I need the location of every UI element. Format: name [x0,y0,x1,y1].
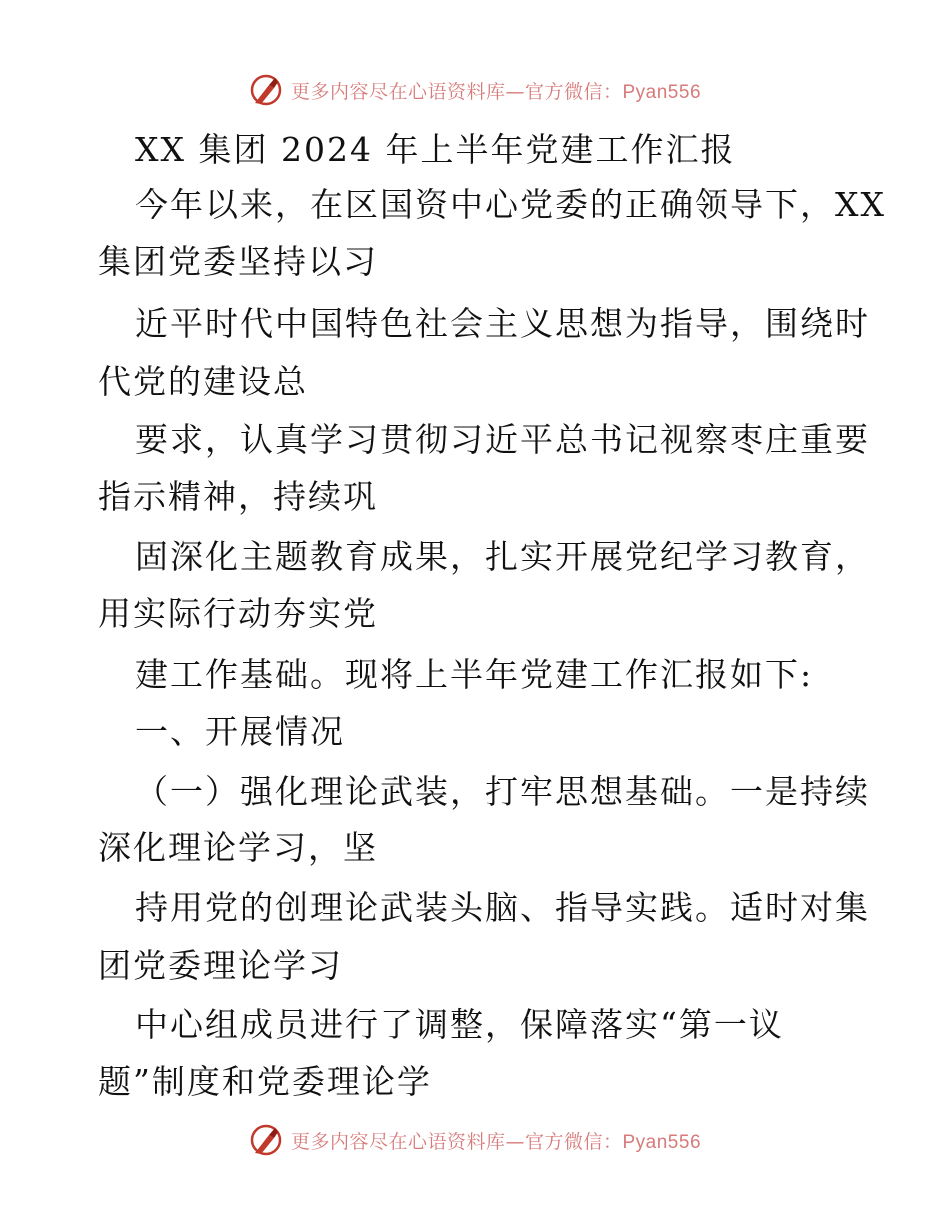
paragraph-line: 集团党委坚持以习 [98,242,378,281]
pen-circle-logo-icon [249,1123,283,1157]
watermark-text: 更多内容尽在心语资料库—官方微信：Pyan556 [290,1130,702,1153]
watermark-text: 更多内容尽在心语资料库—官方微信：Pyan556 [290,80,702,103]
paragraph-line: 持用党的创理论武装头脑、指导实践。适时对集 [135,888,870,927]
paragraph-line: 代党的建设总 [98,362,308,401]
document-title: XX 集团 2024 年上半年党建工作汇报 [135,130,736,169]
paragraph-line: 用实际行动夯实党 [98,594,378,633]
section-heading: 一、开展情况 [135,712,345,751]
pen-circle-logo-icon [249,73,283,107]
paragraph-line: 深化理论学习，坚 [98,828,378,867]
subsection-line: （一）强化理论武装，打牢思想基础。一是持续 [135,772,870,811]
header-watermark [0,70,950,110]
paragraph-line: 团党委理论学习 [98,946,343,985]
paragraph-line: 中心组成员进行了调整，保障落实“第一议 [135,1005,784,1044]
paragraph-line: 指示精神，持续巩 [98,477,378,516]
paragraph-line: 今年以来，在区国资中心党委的正确领导下，XX [135,185,886,224]
paragraph-line: 建工作基础。现将上半年党建工作汇报如下: [135,655,814,694]
paragraph-line: 近平时代中国特色社会主义思想为指导，围绕时 [135,304,870,343]
paragraph-line: 固深化主题教育成果，扎实开展党纪学习教育， [135,537,870,576]
paragraph-line: 要求，认真学习贯彻习近平总书记视察枣庄重要 [135,420,870,459]
footer-watermark [0,1120,950,1160]
paragraph-line: 题”制度和党委理论学 [98,1062,432,1101]
